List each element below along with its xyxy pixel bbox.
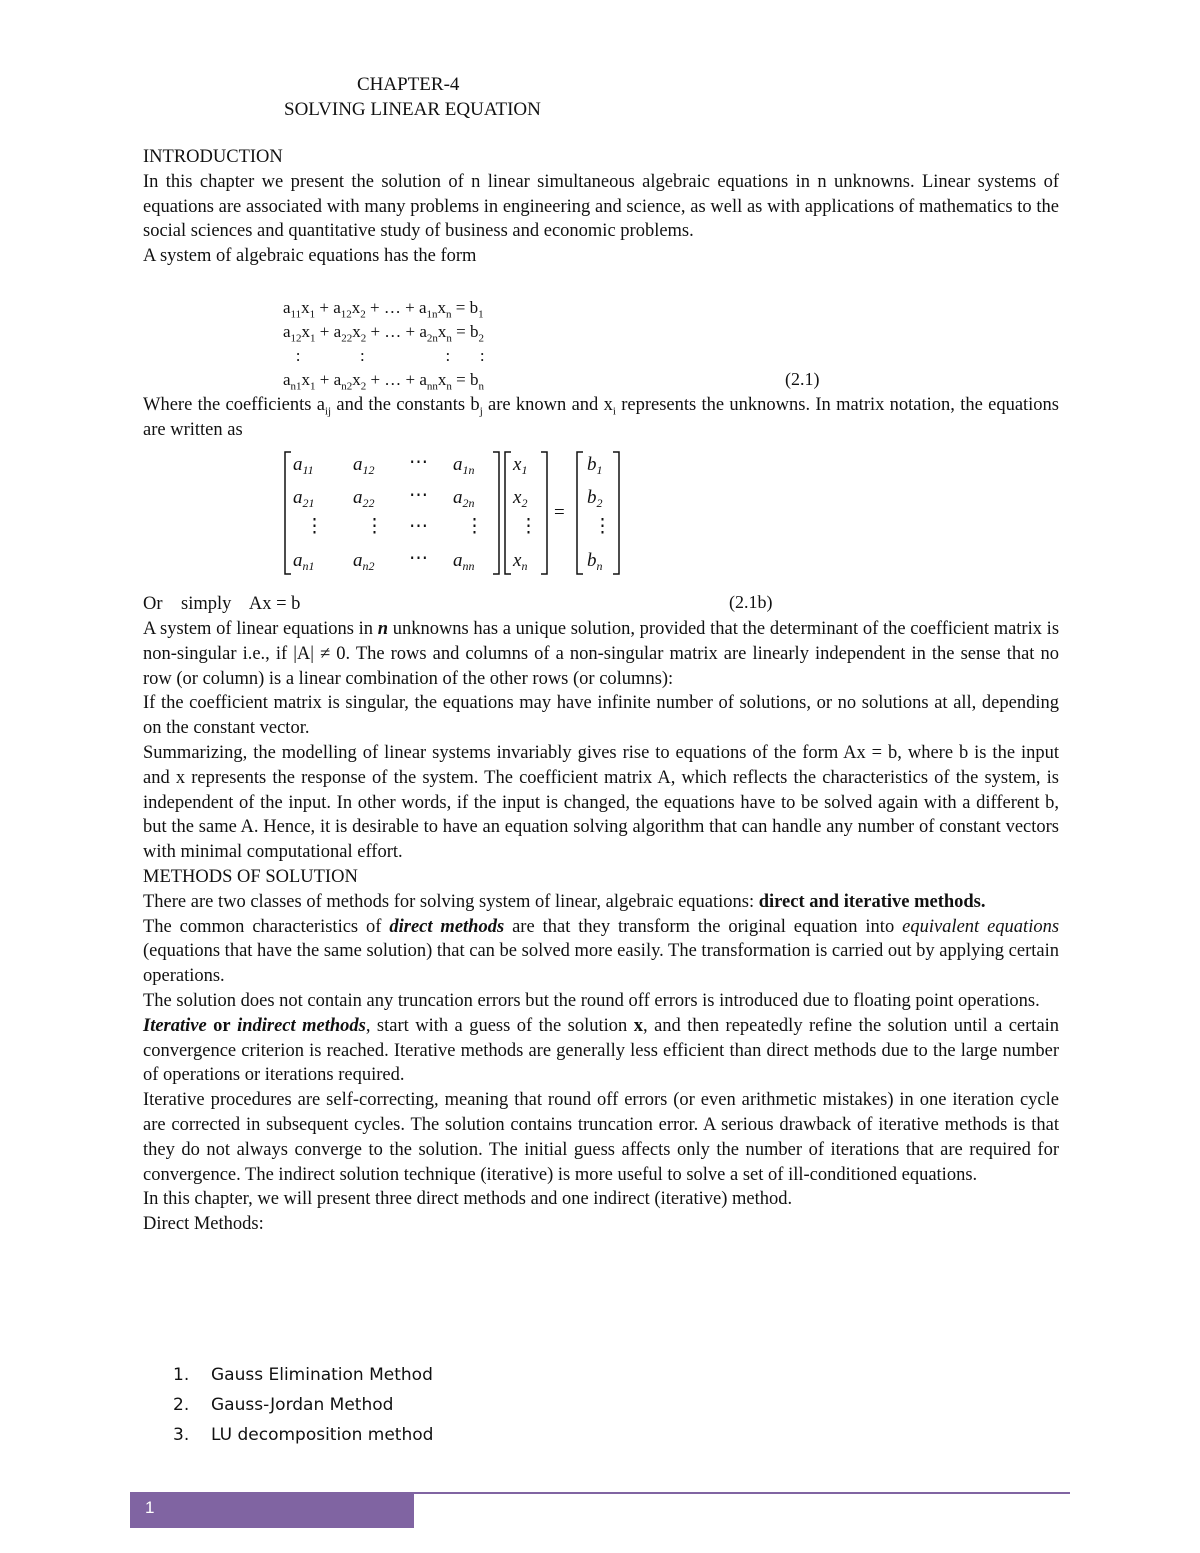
footer-bar xyxy=(130,1492,414,1528)
matrix-vdots: ⋮ xyxy=(365,516,384,537)
vector-bn: $b_n$ xyxy=(587,550,603,573)
iterative-paragraph: Iterative or indirect methods, start with a guess of the solution x, and then repeatedly refine the solution until a certain convergence criterion is reached. Iterative methods are generally less efficient than direct methods due to the large number of operations or iterations required. xyxy=(143,1015,1060,1086)
system-intro: A system of algebraic equations has the form xyxy=(143,246,477,267)
equation-row-n: $a_{n1}x_1 + a_{n2}x_2$ + … + $a_{nn}x_n = b_n$ xyxy=(283,370,485,393)
intro-paragraph: In this chapter we present the solution of n linear simultaneous algebraic equations in n unknowns. Linear systems of equations are associated with many problems in engineering and science, as well as with applications of mathematics to the social sciences and quantitative study of business and economic problems. xyxy=(143,171,1059,242)
direct-methods-list xyxy=(173,1360,433,1450)
footer-rule xyxy=(414,1492,1070,1494)
truncation-paragraph: The solution does not contain any truncation errors but the round off errors is introduced due to floating point operations. xyxy=(143,990,1040,1011)
list-item: 3. LU decomposition method xyxy=(173,1425,434,1445)
where-paragraph: Where the coefficients $a_{ij}$ and the constants $b_j$ are known and $x_i$ represents the unknowns. In matrix notation, the equations are written as xyxy=(143,395,1060,440)
matrix-a12: $a_{12}$ xyxy=(353,454,375,477)
vector-b2: $b_2$ xyxy=(587,487,603,510)
list-item: 2. Gauss-Jordan Method xyxy=(173,1395,394,1415)
direct-methods-label: Direct Methods: xyxy=(143,1214,264,1235)
equation-row-2: $a_{12}x_1 + a_{22}x_2$ + … + $a_{2n}x_n = b_2$ xyxy=(283,322,485,345)
matrix-a22: $a_{22}$ xyxy=(353,487,375,510)
matrix-vdots: ⋮ xyxy=(465,516,484,537)
vector-b1: $b_1$ xyxy=(587,454,603,477)
direct-paragraph: The common characteristics of direct methods are that they transform the original equation into equivalent equations (equations that have the same solution) that can be solved more easily. The transformation is carried out by applying certain operations. xyxy=(143,916,1060,987)
matrix-hdots: ⋯ xyxy=(409,452,428,473)
self-correcting-paragraph: Iterative procedures are self-correcting, meaning that round off errors (or even arithmetic mistakes) in one iteration cycle are corrected in subsequent cycles. The solution contains truncation error. A serious drawback of iterative methods is that they do not always converge to the solution. The initial guess affects only the number of iterations that are required for convergence. The indirect solution technique (iterative) is more useful to solve a set of ill-conditioned equations. xyxy=(143,1090,1059,1185)
page-number: 1 xyxy=(145,1498,155,1517)
vector-vdots: ⋮ xyxy=(593,516,612,537)
matrix-an1: $a_{n1}$ xyxy=(293,550,315,573)
chapter-title: SOLVING LINEAR EQUATION xyxy=(284,99,541,120)
equation-row-dots: : : : : xyxy=(283,346,485,365)
where-section xyxy=(143,393,1059,443)
singular-paragraph: If the coefficient matrix is singular, the equations may have infinite number of solutions, or no solutions at all, depending on the constant vector. xyxy=(143,693,1059,739)
matrix-a1n: $a_{1n}$ xyxy=(453,454,475,477)
equation-system xyxy=(283,296,485,392)
vector-x1: $x_1$ xyxy=(513,454,528,477)
list-item: 1. Gauss Elimination Method xyxy=(173,1365,433,1385)
main-text xyxy=(143,617,1059,1237)
matrix-ann: $a_{nn}$ xyxy=(453,550,475,573)
vector-x2: $x_2$ xyxy=(513,487,528,510)
intro-heading: INTRODUCTION xyxy=(143,147,283,167)
matrix-a11: $a_{11}$ xyxy=(293,454,314,477)
classes-paragraph: There are two classes of methods for solving system of linear, algebraic equations: direct and iterative methods. xyxy=(143,891,986,912)
equals-sign: = xyxy=(554,502,565,523)
matrix-a21: $a_{21}$ xyxy=(293,487,315,510)
equation-number-2-1: (2.1) xyxy=(785,369,820,389)
matrix-hdots: ⋯ xyxy=(409,516,428,537)
matrix-an2: $a_{n2}$ xyxy=(353,550,375,573)
or-simply: Or simply Ax = b xyxy=(143,594,301,614)
unique-solution-paragraph: A system of linear equations in n unknowns has a unique solution, provided that the determinant of the coefficient matrix is non-singular i.e., if |A| ≠ 0. The rows and columns of a non-singular matrix are linearly independent in the sense that no row (or column) is a linear combination of the other rows (or columns): xyxy=(143,619,1060,689)
matrix-a2n: $a_{2n}$ xyxy=(453,487,475,510)
present-paragraph: In this chapter, we will present three direct methods and one indirect (iterative) method. xyxy=(143,1189,793,1210)
or-simply-line xyxy=(143,592,1059,617)
chapter-label: CHAPTER-4 xyxy=(357,74,460,95)
methods-heading: METHODS OF SOLUTION xyxy=(143,866,358,887)
intro-section xyxy=(143,145,1059,269)
summary-paragraph: Summarizing, the modelling of linear systems invariably gives rise to equations of the form Ax = b, where b is the input and x represents the response of the system. The coefficient matrix A, which reflects the characteristics of the system, is independent of the input. In other words, if the input is changed, the equations have to be solved again with a different b, but the same A. Hence, it is desirable to have an equation solving algorithm that can handle any number of constant vectors with minimal computational effort. xyxy=(143,742,1059,863)
matrix-hdots: ⋯ xyxy=(409,485,428,506)
vector-vdots: ⋮ xyxy=(519,516,538,537)
matrix-hdots: ⋯ xyxy=(409,548,428,569)
matrix-equation xyxy=(283,448,633,578)
matrix-vdots: ⋮ xyxy=(305,516,324,537)
equation-number-2-1b: (2.1b) xyxy=(729,592,773,612)
equation-row-1: $a_{11}x_1 + a_{12}x_2$ + … + $a_{1n}x_n = b_1$ xyxy=(283,298,484,321)
vector-xn: $x_n$ xyxy=(513,550,528,573)
